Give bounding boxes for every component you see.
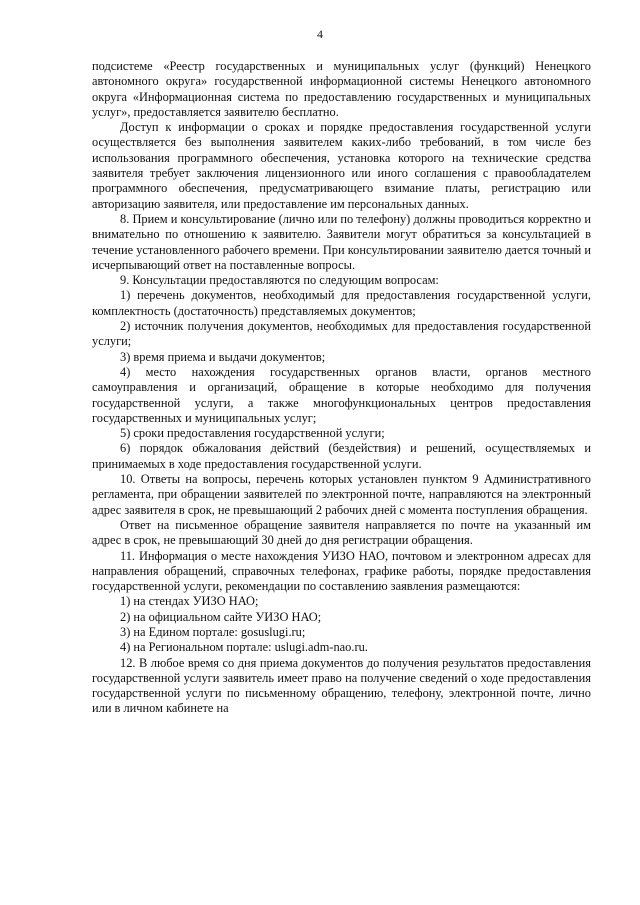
paragraph-11: 11. Информация о месте нахождения УИЗО НАО, почтовом и электронном адресах для направления обращений, справочных телефонах, графике работы, порядке предоставления государственной услуги, рекомендации по составлению заявления размещаются: (92, 548, 591, 594)
paragraph-written-reply: Ответ на письменное обращение заявителя направляется по почте на указанный им адрес в срок, не превышающий 30 дней до дня регистрации обращения. (92, 517, 591, 548)
list-item-11-2: 2) на официальном сайте УИЗО НАО; (120, 609, 322, 624)
list-item-9-4: 4) место нахождения государственных органов власти, органов местного самоуправления и организаций, обращение в которые необходимо для получения государственной услуги, а также многофункциональных центров предоставления государственных и муниципальных услуг; (92, 364, 591, 425)
paragraph-8: 8. Прием и консультирование (лично или по телефону) должны проводиться корректно и внимательно по отношению к заявителю. Заявители могут обратиться за консультацией в течение установленного рабочего времени. При консультировании заявителю дается точный и исчерпывающий ответ на поставленные вопросы. (92, 211, 591, 272)
paragraph-info-access: Доступ к информации о сроках и порядке предоставления государственной услуги осуществляется без выполнения заявителем каких-либо требований, в том числе без использования программного обеспечения, установка которого на технические средства заявителя требует заключения лицензионного или иного соглашения с правообладателем программного обеспечения, предусматривающего взимание платы, регистрацию или авторизацию заявителя, или предоставление им персональных данных. (92, 120, 591, 211)
list-item-11-4: 4) на Региональном портале: uslugi.adm-nao.ru. (120, 640, 368, 655)
list-item-11-3: 3) на Едином портале: gosuslugi.ru; (120, 624, 306, 639)
list-item-9-5: 5) сроки предоставления государственной услуги; (120, 426, 385, 441)
list-item-9-1: 1) перечень документов, необходимый для предоставления государственной услуги, комплектность (достаточность) представляемых документов; (92, 288, 591, 318)
list-item-9-6: 6) порядок обжалования действий (бездействия) и решений, осуществляемых и принимаемых в ходе предоставления государственной услуги. (92, 441, 591, 471)
paragraph-10: 10. Ответы на вопросы, перечень которых установлен пунктом 9 Административного регламента, при обращении заявителей по электронной почте, направляются на электронный адрес заявителя в срок, не превышающий 2 рабочих дней с момента поступления обращения. (92, 472, 591, 517)
page-number: 4 (317, 27, 323, 41)
paragraph-continuation: подсистеме «Реестр государственных и муниципальных услуг (функций) Ненецкого автономного округа» государственной информационной системы Ненецкого автономного округа «Информационная система по предоставлению государственных и муниципальных услуг», предоставляется заявителю бесплатно. (92, 59, 591, 119)
list-item-9-3: 3) время приема и выдачи документов; (120, 349, 326, 364)
list-item-11-1: 1) на стендах УИЗО НАО; (120, 594, 259, 609)
paragraph-12: 12. В любое время со дня приема документов до получения результатов предоставления государственной услуги заявитель имеет право на получение сведений о ходе предоставления государственной услуги по письменному обращению, телефону, электронной почте, лично или в личном кабинете на (92, 655, 591, 716)
document-body (92, 59, 591, 717)
paragraph-9: 9. Консультации предоставляются по следующим вопросам: (120, 273, 439, 288)
list-item-9-2: 2) источник получения документов, необходимых для предоставления государственной услуги; (92, 319, 591, 349)
